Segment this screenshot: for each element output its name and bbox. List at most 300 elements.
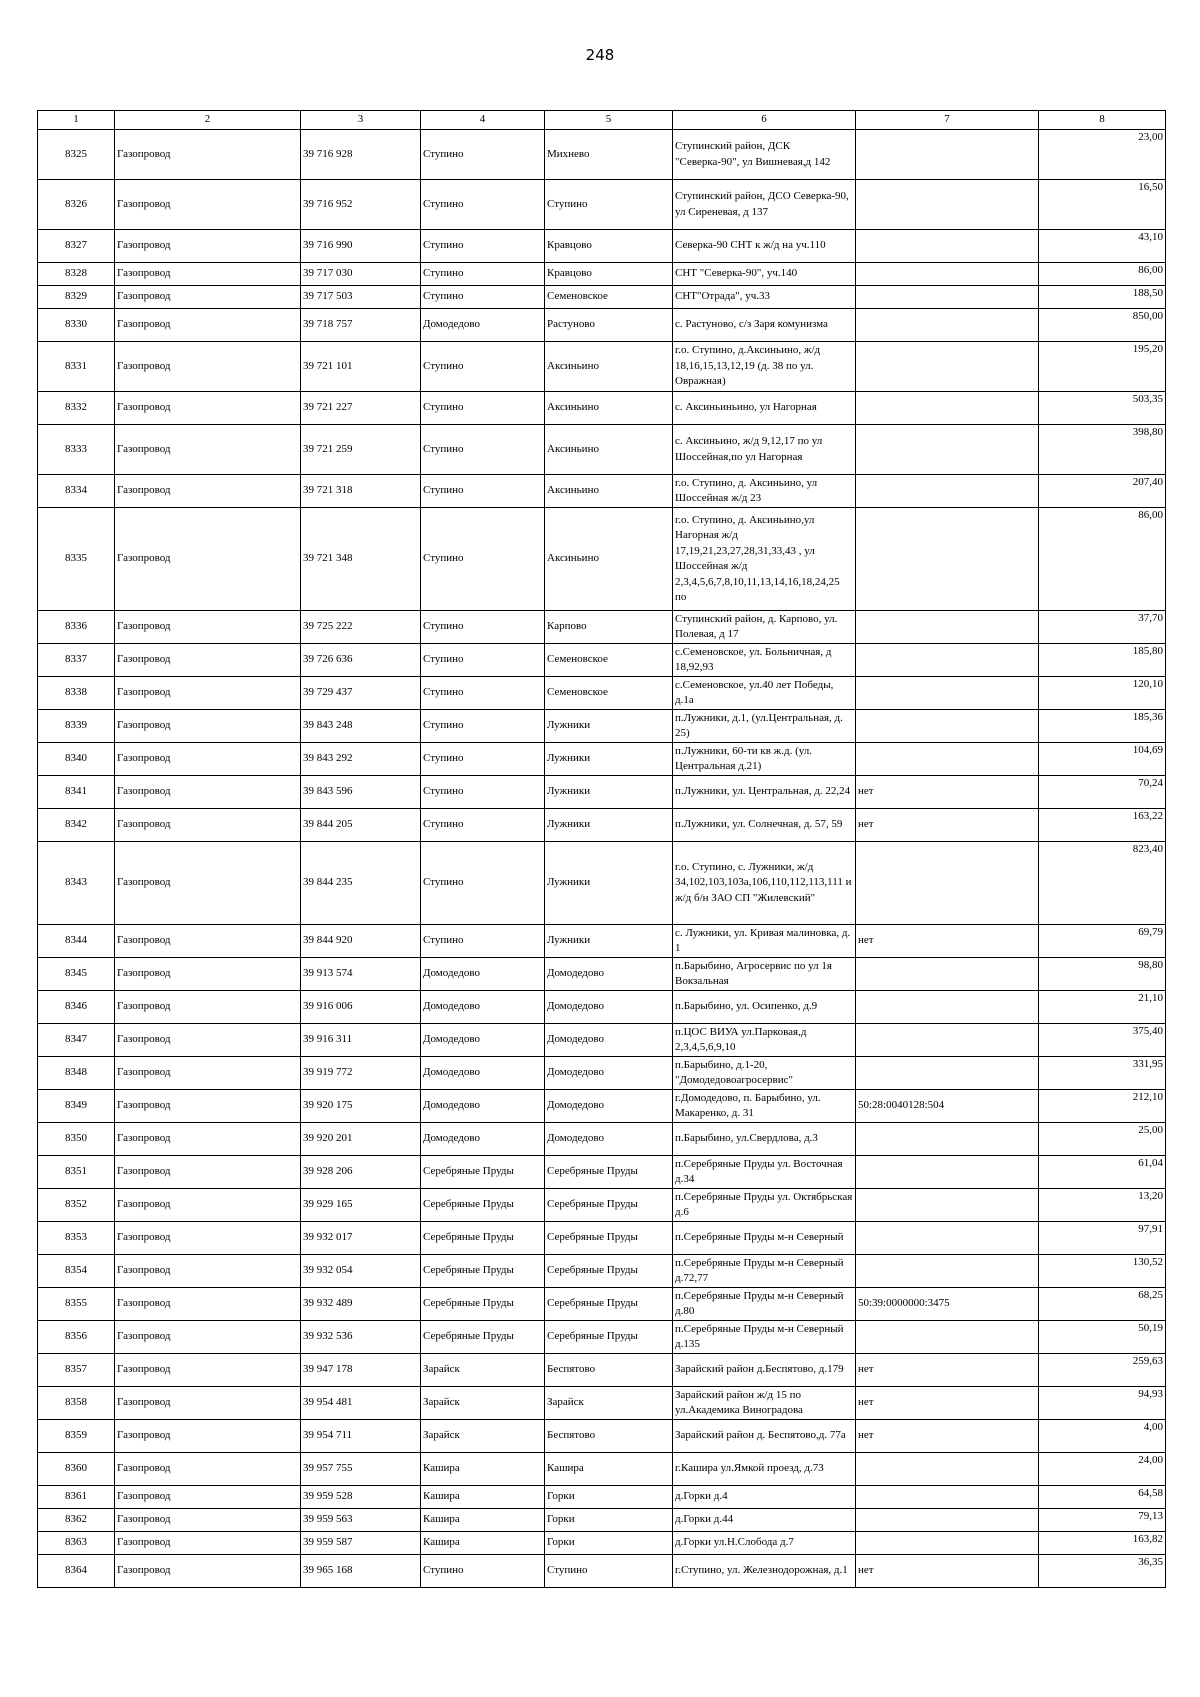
length-value: 98,80 (1039, 958, 1166, 991)
cadastral-number (856, 842, 1039, 925)
column-header: 6 (673, 111, 856, 130)
object-type: Газопровод (115, 1486, 301, 1509)
district: Кашира (421, 1453, 545, 1486)
locality: Растуново (545, 309, 673, 342)
locality: Беспятово (545, 1354, 673, 1387)
locality: Серебряные Пруды (545, 1255, 673, 1288)
object-code: 39 916 311 (301, 1024, 421, 1057)
table-row (38, 743, 1166, 776)
object-type: Газопровод (115, 1420, 301, 1453)
object-type: Газопровод (115, 1024, 301, 1057)
row-number: 8328 (38, 263, 115, 286)
row-number: 8332 (38, 392, 115, 425)
length-value: 163,82 (1039, 1532, 1166, 1555)
cadastral-number: нет (856, 925, 1039, 958)
object-code: 39 959 563 (301, 1509, 421, 1532)
district: Ступино (421, 230, 545, 263)
locality: Аксиньино (545, 342, 673, 392)
address: п.Лужники, ул. Солнечная, д. 57, 59 (673, 809, 856, 842)
cadastral-number (856, 1123, 1039, 1156)
locality: Домодедово (545, 991, 673, 1024)
cadastral-number: нет (856, 1387, 1039, 1420)
row-number: 8361 (38, 1486, 115, 1509)
locality: Домодедово (545, 1090, 673, 1123)
object-type: Газопровод (115, 1321, 301, 1354)
object-type: Газопровод (115, 263, 301, 286)
object-code: 39 716 990 (301, 230, 421, 263)
locality: Серебряные Пруды (545, 1321, 673, 1354)
length-value: 64,58 (1039, 1486, 1166, 1509)
object-code: 39 959 528 (301, 1486, 421, 1509)
object-type: Газопровод (115, 991, 301, 1024)
cadastral-number (856, 180, 1039, 230)
table-row (38, 1255, 1166, 1288)
object-type: Газопровод (115, 958, 301, 991)
address: г.о. Ступино, с. Лужники, ж/д 34,102,103,103а,106,110,112,113,111 и ж/д б/н ЗАО СП "Жилевский" (673, 842, 856, 925)
district: Серебряные Пруды (421, 1288, 545, 1321)
table-row (38, 776, 1166, 809)
cadastral-number (856, 1509, 1039, 1532)
district: Ступино (421, 1555, 545, 1588)
row-number: 8352 (38, 1189, 115, 1222)
length-value: 104,69 (1039, 743, 1166, 776)
table-row (38, 263, 1166, 286)
locality: Карпово (545, 611, 673, 644)
length-value: 43,10 (1039, 230, 1166, 263)
table-row (38, 1057, 1166, 1090)
table-row (38, 1288, 1166, 1321)
district: Ступино (421, 475, 545, 508)
object-code: 39 844 920 (301, 925, 421, 958)
row-number: 8331 (38, 342, 115, 392)
length-value: 86,00 (1039, 508, 1166, 611)
length-value: 850,00 (1039, 309, 1166, 342)
cadastral-number: нет (856, 1354, 1039, 1387)
object-code: 39 957 755 (301, 1453, 421, 1486)
district: Ступино (421, 392, 545, 425)
row-number: 8325 (38, 130, 115, 180)
district: Ступино (421, 342, 545, 392)
object-type: Газопровод (115, 286, 301, 309)
column-header: 4 (421, 111, 545, 130)
address: с. Аксиньиньино, ул Нагорная (673, 392, 856, 425)
locality: Михнево (545, 130, 673, 180)
address: с. Аксиньино, ж/д 9,12,17 по ул Шоссейная,по ул Нагорная (673, 425, 856, 475)
object-type: Газопровод (115, 776, 301, 809)
locality: Серебряные Пруды (545, 1222, 673, 1255)
object-type: Газопровод (115, 1288, 301, 1321)
address: п.Лужники, 60-ти кв ж.д. (ул. Центральная д.21) (673, 743, 856, 776)
object-code: 39 718 757 (301, 309, 421, 342)
object-code: 39 843 292 (301, 743, 421, 776)
row-number: 8345 (38, 958, 115, 991)
object-code: 39 928 206 (301, 1156, 421, 1189)
locality: Серебряные Пруды (545, 1288, 673, 1321)
row-number: 8354 (38, 1255, 115, 1288)
district: Серебряные Пруды (421, 1321, 545, 1354)
row-number: 8363 (38, 1532, 115, 1555)
table-row (38, 611, 1166, 644)
district: Домодедово (421, 991, 545, 1024)
object-type: Газопровод (115, 611, 301, 644)
object-type: Газопровод (115, 309, 301, 342)
row-number: 8340 (38, 743, 115, 776)
cadastral-number (856, 425, 1039, 475)
district: Ступино (421, 809, 545, 842)
locality: Лужники (545, 776, 673, 809)
object-code: 39 725 222 (301, 611, 421, 644)
length-value: 16,50 (1039, 180, 1166, 230)
object-code: 39 954 711 (301, 1420, 421, 1453)
row-number: 8349 (38, 1090, 115, 1123)
locality: Аксиньино (545, 392, 673, 425)
object-type: Газопровод (115, 1123, 301, 1156)
address: с. Растуново, с/з Заря комунизма (673, 309, 856, 342)
district: Домодедово (421, 1090, 545, 1123)
district: Ступино (421, 710, 545, 743)
object-code: 39 947 178 (301, 1354, 421, 1387)
row-number: 8344 (38, 925, 115, 958)
cadastral-number (856, 991, 1039, 1024)
page-number: 248 (585, 46, 615, 64)
address: д.Горки д.44 (673, 1509, 856, 1532)
address: п.ЦОС ВИУА ул.Парковая,д 2,3,4,5,6,9,10 (673, 1024, 856, 1057)
row-number: 8329 (38, 286, 115, 309)
district: Ступино (421, 508, 545, 611)
object-type: Газопровод (115, 710, 301, 743)
row-number: 8353 (38, 1222, 115, 1255)
cadastral-number (856, 508, 1039, 611)
locality: Горки (545, 1486, 673, 1509)
length-value: 331,95 (1039, 1057, 1166, 1090)
district: Кашира (421, 1486, 545, 1509)
length-value: 188,50 (1039, 286, 1166, 309)
cadastral-number (856, 475, 1039, 508)
length-value: 94,93 (1039, 1387, 1166, 1420)
locality: Семеновское (545, 677, 673, 710)
address: п.Серебряные Пруды м-н Северный д.72,77 (673, 1255, 856, 1288)
locality: Серебряные Пруды (545, 1189, 673, 1222)
object-type: Газопровод (115, 180, 301, 230)
object-code: 39 844 235 (301, 842, 421, 925)
address: п.Барыбино, ул.Свердлова, д.3 (673, 1123, 856, 1156)
column-header: 5 (545, 111, 673, 130)
object-code: 39 843 596 (301, 776, 421, 809)
row-number: 8343 (38, 842, 115, 925)
table-row (38, 1354, 1166, 1387)
row-number: 8341 (38, 776, 115, 809)
cadastral-number (856, 1189, 1039, 1222)
address: с.Семеновское, ул.40 лет Победы, д.1а (673, 677, 856, 710)
district: Ступино (421, 743, 545, 776)
address: п.Серебряные Пруды ул. Октябрьская д.6 (673, 1189, 856, 1222)
column-header: 1 (38, 111, 115, 130)
district: Зарайск (421, 1354, 545, 1387)
table-row (38, 1420, 1166, 1453)
district: Серебряные Пруды (421, 1189, 545, 1222)
object-type: Газопровод (115, 809, 301, 842)
address: д.Горки ул.Н.Слобода д.7 (673, 1532, 856, 1555)
length-value: 375,40 (1039, 1024, 1166, 1057)
row-number: 8360 (38, 1453, 115, 1486)
object-code: 39 721 318 (301, 475, 421, 508)
cadastral-number (856, 677, 1039, 710)
cadastral-number (856, 1222, 1039, 1255)
row-number: 8347 (38, 1024, 115, 1057)
row-number: 8358 (38, 1387, 115, 1420)
table-row (38, 925, 1166, 958)
length-value: 68,25 (1039, 1288, 1166, 1321)
table-row (38, 508, 1166, 611)
cadastral-number: нет (856, 776, 1039, 809)
table-row (38, 1123, 1166, 1156)
cadastral-number (856, 1024, 1039, 1057)
table-row (38, 1453, 1166, 1486)
length-value: 4,00 (1039, 1420, 1166, 1453)
object-code: 39 717 503 (301, 286, 421, 309)
table-row (38, 958, 1166, 991)
cadastral-number (856, 1255, 1039, 1288)
column-header: 2 (115, 111, 301, 130)
cadastral-number (856, 263, 1039, 286)
address: п.Барыбино, ул. Осипенко, д.9 (673, 991, 856, 1024)
column-header: 3 (301, 111, 421, 130)
object-type: Газопровод (115, 1090, 301, 1123)
length-value: 163,22 (1039, 809, 1166, 842)
table-row (38, 425, 1166, 475)
district: Домодедово (421, 1024, 545, 1057)
district: Ступино (421, 644, 545, 677)
object-code: 39 916 006 (301, 991, 421, 1024)
object-type: Газопровод (115, 1057, 301, 1090)
locality: Семеновское (545, 286, 673, 309)
length-value: 259,63 (1039, 1354, 1166, 1387)
table-row (38, 1024, 1166, 1057)
district: Серебряные Пруды (421, 1255, 545, 1288)
district: Зарайск (421, 1420, 545, 1453)
object-type: Газопровод (115, 1156, 301, 1189)
object-type: Газопровод (115, 743, 301, 776)
locality: Домодедово (545, 1024, 673, 1057)
row-number: 8342 (38, 809, 115, 842)
cadastral-number (856, 1532, 1039, 1555)
locality: Лужники (545, 743, 673, 776)
district: Ступино (421, 286, 545, 309)
length-value: 97,91 (1039, 1222, 1166, 1255)
locality: Семеновское (545, 644, 673, 677)
cadastral-number (856, 230, 1039, 263)
object-type: Газопровод (115, 1189, 301, 1222)
address: Северка-90 СНТ к ж/д на уч.110 (673, 230, 856, 263)
object-code: 39 932 536 (301, 1321, 421, 1354)
object-type: Газопровод (115, 677, 301, 710)
table-row (38, 130, 1166, 180)
address: Зарайский район д.Беспятово, д.179 (673, 1354, 856, 1387)
cadastral-number: 50:28:0040128:504 (856, 1090, 1039, 1123)
table-row (38, 1387, 1166, 1420)
object-code: 39 954 481 (301, 1387, 421, 1420)
locality: Домодедово (545, 958, 673, 991)
table-row (38, 809, 1166, 842)
table-row (38, 1189, 1166, 1222)
length-value: 823,40 (1039, 842, 1166, 925)
row-number: 8335 (38, 508, 115, 611)
district: Домодедово (421, 309, 545, 342)
row-number: 8327 (38, 230, 115, 263)
address: п.Серебряные Пруды м-н Северный д.135 (673, 1321, 856, 1354)
cadastral-number (856, 1321, 1039, 1354)
table-row (38, 475, 1166, 508)
locality: Беспятово (545, 1420, 673, 1453)
locality: Серебряные Пруды (545, 1156, 673, 1189)
row-number: 8338 (38, 677, 115, 710)
address: г.Кашира ул.Ямкой проезд, д.73 (673, 1453, 856, 1486)
length-value: 130,52 (1039, 1255, 1166, 1288)
district: Серебряные Пруды (421, 1222, 545, 1255)
object-type: Газопровод (115, 392, 301, 425)
locality: Зарайск (545, 1387, 673, 1420)
locality: Кравцово (545, 263, 673, 286)
length-value: 70,24 (1039, 776, 1166, 809)
locality: Горки (545, 1532, 673, 1555)
object-type: Газопровод (115, 1255, 301, 1288)
table-row (38, 1321, 1166, 1354)
address: п.Серебряные Пруды м-н Северный (673, 1222, 856, 1255)
address: Зарайский район ж/д 15 по ул.Академика Виноградова (673, 1387, 856, 1420)
cadastral-number (856, 1453, 1039, 1486)
cadastral-number (856, 611, 1039, 644)
row-number: 8359 (38, 1420, 115, 1453)
object-code: 39 844 205 (301, 809, 421, 842)
district: Кашира (421, 1532, 545, 1555)
length-value: 36,35 (1039, 1555, 1166, 1588)
locality: Аксиньино (545, 425, 673, 475)
locality: Лужники (545, 710, 673, 743)
table-row (38, 286, 1166, 309)
address: Ступинский район, ДСО Северка-90, ул Сиреневая, д 137 (673, 180, 856, 230)
locality: Кравцово (545, 230, 673, 263)
object-code: 39 932 054 (301, 1255, 421, 1288)
object-type: Газопровод (115, 842, 301, 925)
table-row (38, 1486, 1166, 1509)
object-code: 39 721 101 (301, 342, 421, 392)
object-code: 39 913 574 (301, 958, 421, 991)
length-value: 120,10 (1039, 677, 1166, 710)
object-code: 39 716 952 (301, 180, 421, 230)
row-number: 8339 (38, 710, 115, 743)
object-code: 39 959 587 (301, 1532, 421, 1555)
length-value: 185,80 (1039, 644, 1166, 677)
object-code: 39 929 165 (301, 1189, 421, 1222)
object-type: Газопровод (115, 508, 301, 611)
table-row (38, 1532, 1166, 1555)
object-type: Газопровод (115, 342, 301, 392)
address: г.Домодедово, п. Барыбино, ул. Макаренко, д. 31 (673, 1090, 856, 1123)
address: с. Лужники, ул. Кривая малиновка, д. 1 (673, 925, 856, 958)
row-number: 8337 (38, 644, 115, 677)
cadastral-number: 50:39:0000000:3475 (856, 1288, 1039, 1321)
row-number: 8333 (38, 425, 115, 475)
length-value: 69,79 (1039, 925, 1166, 958)
address: СНТ"Отрада", уч.33 (673, 286, 856, 309)
row-number: 8355 (38, 1288, 115, 1321)
length-value: 50,19 (1039, 1321, 1166, 1354)
column-header: 8 (1039, 111, 1166, 130)
address: СНТ "Северка-90", уч.140 (673, 263, 856, 286)
locality: Аксиньино (545, 475, 673, 508)
cadastral-number (856, 130, 1039, 180)
table-row (38, 1509, 1166, 1532)
length-value: 24,00 (1039, 1453, 1166, 1486)
object-type: Газопровод (115, 1222, 301, 1255)
district: Домодедово (421, 958, 545, 991)
table-row (38, 991, 1166, 1024)
address: п.Лужники, д.1, (ул.Центральная, д. 25) (673, 710, 856, 743)
locality: Лужники (545, 809, 673, 842)
cadastral-number (856, 958, 1039, 991)
object-code: 39 717 030 (301, 263, 421, 286)
length-value: 25,00 (1039, 1123, 1166, 1156)
table-row (38, 1156, 1166, 1189)
object-code: 39 729 437 (301, 677, 421, 710)
cadastral-number (856, 1486, 1039, 1509)
district: Ступино (421, 611, 545, 644)
cadastral-number: нет (856, 809, 1039, 842)
object-code: 39 919 772 (301, 1057, 421, 1090)
object-code: 39 721 227 (301, 392, 421, 425)
district: Ступино (421, 130, 545, 180)
locality: Лужники (545, 925, 673, 958)
table-row (38, 842, 1166, 925)
row-number: 8334 (38, 475, 115, 508)
table-row (38, 342, 1166, 392)
length-value: 207,40 (1039, 475, 1166, 508)
address: п.Серебряные Пруды ул. Восточная д.34 (673, 1156, 856, 1189)
district: Ступино (421, 842, 545, 925)
district: Ступино (421, 425, 545, 475)
length-value: 185,36 (1039, 710, 1166, 743)
object-type: Газопровод (115, 925, 301, 958)
length-value: 79,13 (1039, 1509, 1166, 1532)
row-number: 8330 (38, 309, 115, 342)
row-number: 8362 (38, 1509, 115, 1532)
cadastral-number (856, 342, 1039, 392)
cadastral-number (856, 1057, 1039, 1090)
length-value: 195,20 (1039, 342, 1166, 392)
length-value: 503,35 (1039, 392, 1166, 425)
locality: Горки (545, 1509, 673, 1532)
table-row (38, 309, 1166, 342)
locality: Ступино (545, 1555, 673, 1588)
object-type: Газопровод (115, 230, 301, 263)
object-code: 39 721 348 (301, 508, 421, 611)
object-type: Газопровод (115, 644, 301, 677)
length-value: 21,10 (1039, 991, 1166, 1024)
district: Ступино (421, 925, 545, 958)
object-type: Газопровод (115, 1387, 301, 1420)
table-row (38, 392, 1166, 425)
row-number: 8326 (38, 180, 115, 230)
locality: Лужники (545, 842, 673, 925)
district: Кашира (421, 1509, 545, 1532)
object-code: 39 932 017 (301, 1222, 421, 1255)
cadastral-number (856, 286, 1039, 309)
locality: Ступино (545, 180, 673, 230)
length-value: 212,10 (1039, 1090, 1166, 1123)
address: Ступинский район, д. Карпово, ул. Полевая, д 17 (673, 611, 856, 644)
row-number: 8356 (38, 1321, 115, 1354)
row-number: 8364 (38, 1555, 115, 1588)
